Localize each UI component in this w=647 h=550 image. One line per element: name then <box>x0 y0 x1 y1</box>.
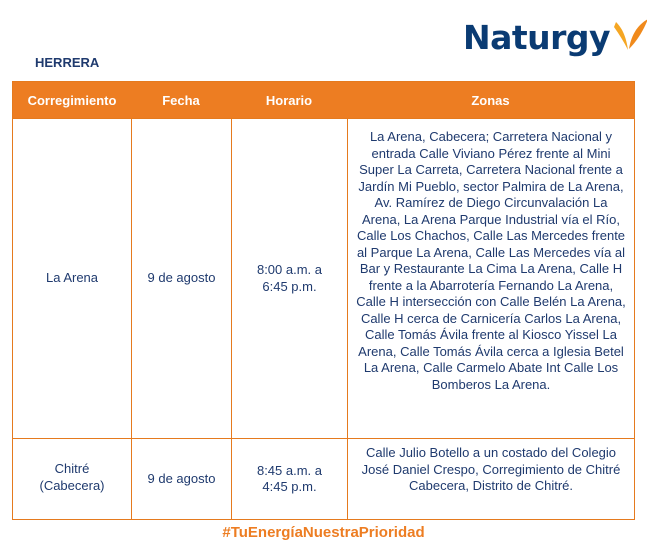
table-row <box>13 118 634 438</box>
zonas-cell: Calle Julio Botello a un costado del Colegio José Daniel Crespo, Corregimiento de Chitré Cabecera, Distrito de Chitré. <box>347 439 634 519</box>
horario-cell <box>231 119 347 438</box>
naturgy-logo <box>463 17 647 57</box>
header-horario: Horario <box>265 92 313 108</box>
header-zonas: Zonas <box>471 92 510 108</box>
horario-cell <box>231 439 347 519</box>
fecha-cell: 9 de agosto <box>131 439 231 519</box>
butterfly-logo-icon <box>613 16 647 54</box>
fecha-cell: 9 de agosto <box>131 119 231 438</box>
table-header <box>13 82 634 118</box>
outage-schedule-table <box>12 81 635 520</box>
horario-end: 6:45 p.m. <box>262 278 317 294</box>
corregimiento-name: La Arena <box>45 270 99 286</box>
region-title: HERRERA <box>35 55 100 70</box>
corregimiento-cell <box>13 439 131 519</box>
header-corregimiento: Corregimiento <box>27 92 117 108</box>
horario-end: 4:45 p.m. <box>262 479 317 494</box>
corregimiento-cell <box>13 119 131 438</box>
table-row <box>13 438 634 519</box>
header-fecha: Fecha <box>162 92 200 108</box>
corregimiento-subname: (Cabecera) <box>39 477 105 493</box>
horario-start: 8:45 a.m. a <box>256 462 323 478</box>
campaign-hashtag: #TuEnergíaNuestraPrioridad <box>222 524 425 541</box>
horario-start: 8:00 a.m. a <box>256 262 323 277</box>
zonas-cell: La Arena, Cabecera; Carretera Nacional y entrada Calle Viviano Pérez frente al Mini Super La Carreta, Carretera Nacional frente a Jardín Mi Pueblo, sector Palmira de La Arena, Av. Ramírez de Diego Circunvalación La Arena, La Arena Parque Industrial vía el Río, Calle Los Chachos, Calle Las Mercedes frente al Parque La Arena, Calle Las Mercedes vía al Bar y Restaurante La Cima La Arena, Calle H frente a la Abarrotería Fernando La Arena, Calle H intersección con Calle Belén La Arena, Calle H cerca de Carnicería Carlos La Arena, Calle Tomás Ávila frente al Kiosco Yissel La Arena, Calle Tomás Ávila cerca a Iglesia Betel La Arena, Calle Carmelo Abate Int Calle Los Bomberos La Arena. <box>347 119 634 438</box>
corregimiento-name: Chitré <box>54 461 90 476</box>
brand-name: Naturgy <box>463 17 611 57</box>
